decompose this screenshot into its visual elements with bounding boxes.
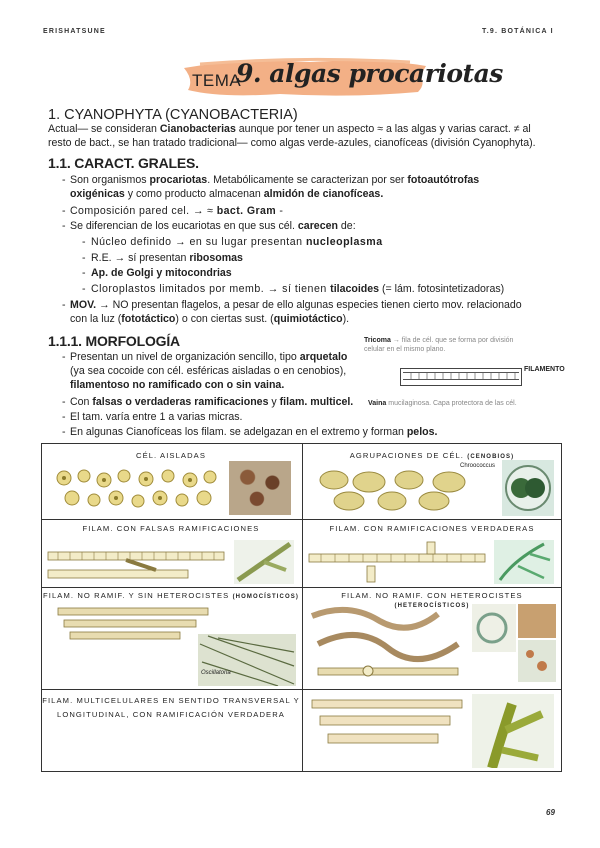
section-heading-1-1-1: 1.1.1. MORFOLOGÍA <box>48 333 180 349</box>
bullet-procariotas: - Son organismos procariotas. Metabólicamente se caracterizan por ser fotoautótrofas oxigénicas y como producto almacenan almidón de cianofíceas. <box>62 174 480 200</box>
heterocystic-illustration <box>308 604 468 686</box>
oscillatoria-label: Oscillatoria <box>201 670 231 676</box>
chroococcus-label: Chroococcus <box>460 463 496 469</box>
bullet-pelos: - En algunas Cianofíceas los filam. se adelgazan en el extremo y forman pelos. <box>62 426 438 438</box>
cell-title-cel-aisladas: CÉL. AISLADAS <box>135 451 206 460</box>
bullet-pared-celular: - Composición pared cel. → ≈ bact. Gram - <box>62 205 284 217</box>
subbullet-golgi: - Ap. de Golgi y mitocondrias <box>82 267 232 279</box>
false-branching-illustration <box>46 540 226 584</box>
bullet-diferencias: - Se diferencian de los eucariotas en que sus cél. carecen de: <box>62 220 356 232</box>
section1-intro: Actual— se consideran Cianobacterias aunque por tener un aspecto ≈ a las algas y varias caract. ≠ al resto de bact., se han tratado tradicional— como algas verde-azules, cianofíceas (división Cyanophyta). <box>48 123 536 149</box>
filament-diagram <box>400 368 522 386</box>
page-number: 69 <box>546 808 555 817</box>
false-branching-photo <box>234 540 294 584</box>
cenobios-illustration <box>314 468 494 512</box>
homocystic-illustration <box>48 604 298 686</box>
cell-title-falsas-ramificaciones: FILAM. CON FALSAS RAMIFICACIONES <box>82 524 260 533</box>
cell-title-homocisticos: FILAM. NO RAMIF. Y SIN HETEROCISTES (HOMOCÍSTICOS) <box>43 591 299 600</box>
title-tema: TEMA <box>192 71 242 90</box>
true-branching-photo <box>494 540 554 584</box>
bullet-ramificaciones: - Con falsas o verdaderas ramificaciones y filam. multicel. <box>62 396 354 408</box>
isolated-cells-illustration <box>54 468 224 510</box>
bullet-organizacion: - Presentan un nivel de organización sencillo, tipo arquetalo (ya sea cocoide con cél. esféricas aisladas o en cenobios), filamentoso no ramificado con o sin vaina. <box>62 351 348 391</box>
cell-title-cenobios: AGRUPACIONES DE CÉL. (CENOBIOS) <box>349 451 515 460</box>
chroococcus-photo <box>502 460 554 516</box>
subbullet-re: - R.E. → sí presentan ribosomas <box>82 252 243 264</box>
vaina-annotation: Vaina mucilaginosa. Capa protectora de las cél. <box>368 400 517 407</box>
morphology-table <box>41 443 562 772</box>
subbullet-cloroplastos: - Cloroplastos limitados por memb. → sí tienen tilacoides (= lám. fotosintetizadoras) <box>82 283 505 295</box>
section-heading-1: 1. CYANOPHYTA (CYANOBACTERIA) <box>48 107 298 123</box>
cell-title-heterocisticos: FILAM. NO RAMIF. CON HETEROCISTES (HETEROCÍSTICOS) <box>341 591 523 609</box>
title-main: 9. algas procariotas <box>236 59 503 88</box>
cell-title-ramificaciones-verdaderas: FILAM. CON RAMIFICACIONES VERDADERAS <box>329 524 535 533</box>
bullet-movimiento: - MOV. → NO presentan flagelos, a pesar de ello algunas especies tienen cierto mov. relacionado con la luz (fototáctico) o con ciertas sust. (quimiotáctico). <box>62 299 522 325</box>
subbullet-nucleo: - Núcleo definido → en su lugar presentan nucleoplasma <box>82 236 383 248</box>
isolated-cells-photo <box>229 461 291 515</box>
true-branching-illustration <box>307 540 487 584</box>
multicellular-photo <box>472 694 554 768</box>
section-heading-1-1: 1.1. CARACT. GRALES. <box>48 155 199 171</box>
filamento-label: FILAMENTO <box>524 366 565 373</box>
multicellular-illustration <box>308 694 468 766</box>
running-header-left: ERISHATSUNE <box>43 28 106 35</box>
bullet-tamano: - El tam. varía entre 1 a varias micras. <box>62 411 243 423</box>
running-header-right: T.9. BOTÁNICA I <box>482 28 554 35</box>
tricoma-annotation: Tricoma → fila de cél. que se forma por división celular en el mismo plano. <box>364 337 514 353</box>
heterocystic-photo <box>472 604 556 686</box>
cell-title-multicelulares: FILAM. MULTICELULARES EN SENTIDO TRANSVERSAL Y LONGITUDINAL, CON RAMIFICACIÓN VERDADERA <box>42 696 300 719</box>
chapter-title <box>180 54 503 100</box>
